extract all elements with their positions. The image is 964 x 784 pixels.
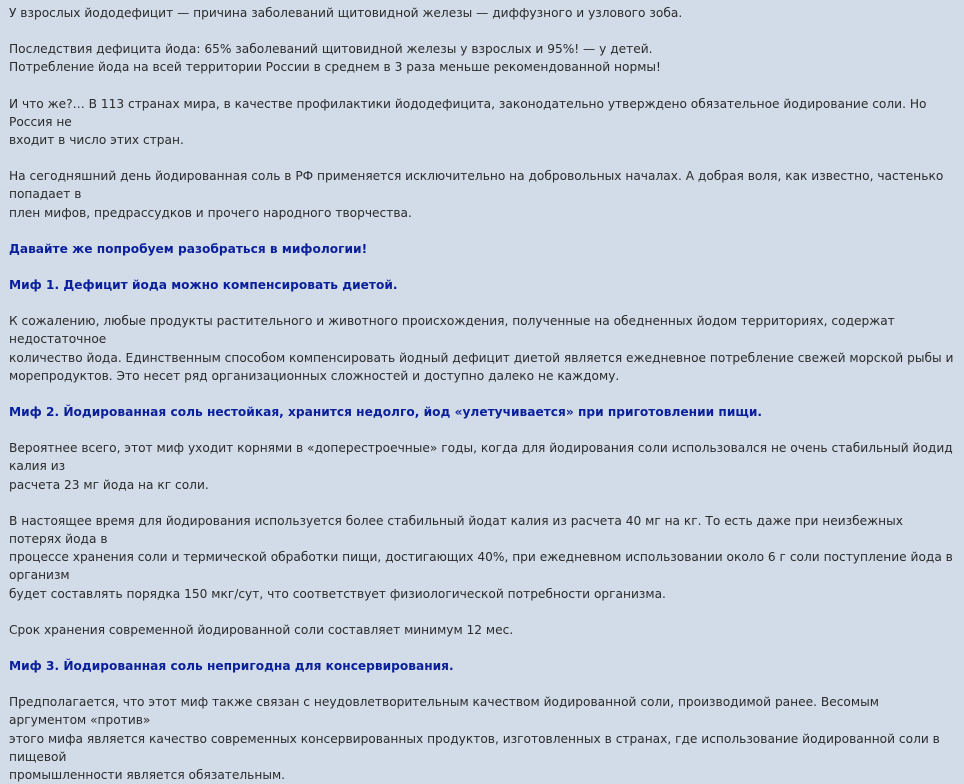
text-line: Предполагается, что этот миф также связан с неудовлетворительным качеством йодированной соли, производимой ранее. Весомым аргументом «против» xyxy=(9,695,879,728)
heading-text: Миф 3. Йодированная соль непригодна для консервирования. xyxy=(9,659,454,674)
text-line: промышленности является обязательным. xyxy=(9,768,286,783)
paragraph-myth-1-answer xyxy=(9,312,959,385)
paragraph-myth-2-iodate xyxy=(9,512,959,603)
text-line: В настоящее время для йодирования используется более стабильный йодат калия из расчета 40 мг на кг. То есть даже при неизбежных потерях йода в xyxy=(9,513,903,547)
text-line: количество йода. Единственным способом компенсировать йодный дефицит диетой является ежедневное потребление свежей морской рыбы и xyxy=(9,350,954,365)
paragraph-deficiency-consequences xyxy=(9,40,959,76)
paragraph-shelf-life xyxy=(9,621,959,639)
heading-text: Миф 1. Дефицит йода можно компенсировать диетой. xyxy=(9,278,398,293)
text-line: Последствия дефицита йода: 65% заболеваний щитовидной железы у взрослых и 95%! — у детей. xyxy=(9,42,653,57)
paragraph-113-countries xyxy=(9,95,959,150)
heading-mythology xyxy=(9,240,959,258)
text-line: Вероятнее всего, этот миф уходит корнями в «доперестроечные» годы, когда для йодирования соли использовался не очень стабильный йодид калия из xyxy=(9,441,953,474)
text-line: входит в число этих стран. xyxy=(9,133,184,148)
text-line: Потребление йода на всей территории России в среднем в 3 раза меньше рекомендованной нормы! xyxy=(9,60,661,75)
paragraph-myth-3-answer xyxy=(9,693,959,784)
heading-myth-2 xyxy=(9,403,959,421)
text-line: К сожалению, любые продукты растительного и животного происхождения, полученные на обедненных йодом территориях, содержат недостаточное xyxy=(9,314,895,347)
heading-myth-1 xyxy=(9,276,959,294)
text-line: На сегодняшний день йодированная соль в РФ применяется исключительно на добровольных началах. А добрая воля, как известно, частенько попадает в xyxy=(9,169,944,202)
heading-myth-3 xyxy=(9,657,959,675)
text-line: расчета 23 мг йода на кг соли. xyxy=(9,477,209,492)
text-line: Срок хранения современной йодированной соли составляет минимум 12 мес. xyxy=(9,622,514,637)
text-line: И что же?… В 113 странах мира, в качестве профилактики йододефицита, законодательно утверждено обязательное йодирование соли. Но Россия не xyxy=(9,96,927,129)
text-line: будет составлять порядка 150 мкг/сут, что соответствует физиологической потребности организма. xyxy=(9,586,666,601)
heading-text: Миф 2. Йодированная соль нестойкая, хранится недолго, йод «улетучивается» при приготовлении пищи. xyxy=(9,405,762,420)
paragraph-myth-2-origin xyxy=(9,439,959,494)
paragraph-voluntary-use xyxy=(9,167,959,222)
text-line: плен мифов, предрассудков и прочего народного творчества. xyxy=(9,205,412,220)
paragraph-iodine-deficiency-cause xyxy=(9,4,959,22)
text-line: процессе хранения соли и термической обработки пищи, достигающих 40%, при ежедневном использовании около 6 г соли поступление йода в организм xyxy=(9,550,953,583)
text-line: морепродуктов. Это несет ряд организационных сложностей и доступно далеко не каждому. xyxy=(9,368,620,383)
heading-text: Давайте же попробуем разобраться в мифологии! xyxy=(9,241,368,256)
text-line: У взрослых йододефицит — причина заболеваний щитовидной железы — диффузного и узлового зоба. xyxy=(9,6,683,20)
text-line: этого мифа является качество современных консервированных продуктов, изготовленных в странах, где использование йодированной соли в пищевой xyxy=(9,731,940,764)
article-body xyxy=(9,0,959,784)
